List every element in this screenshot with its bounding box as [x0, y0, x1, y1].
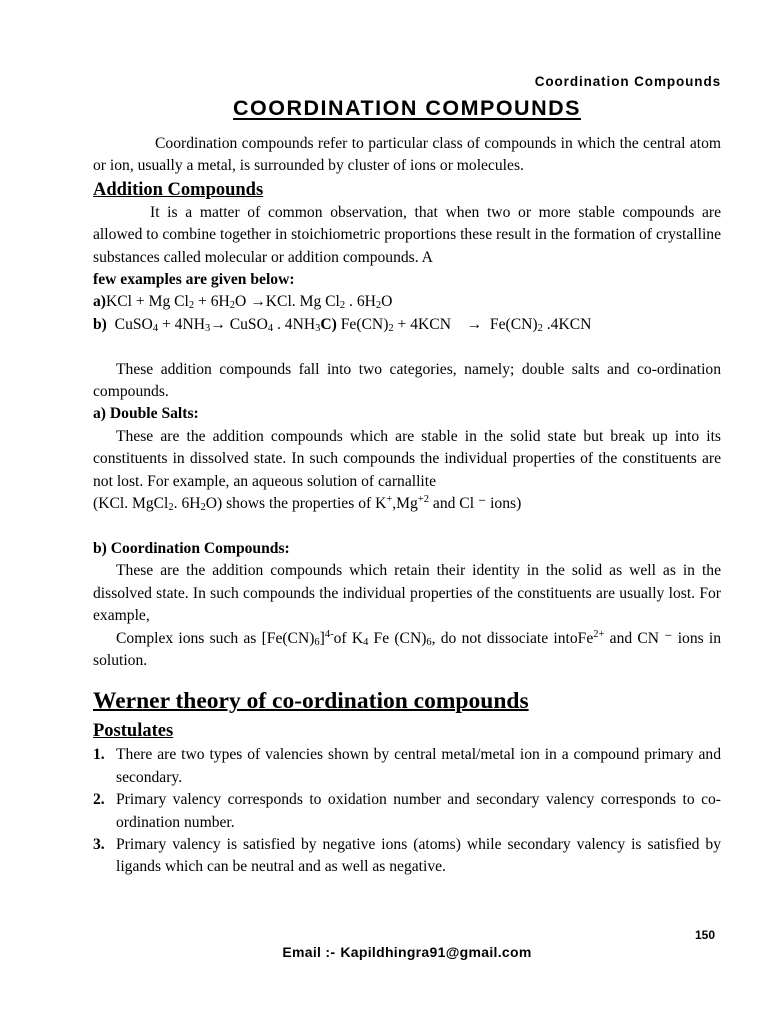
eq-text: O) shows the properties of K [205, 495, 387, 513]
document-body [93, 133, 721, 879]
list-item [93, 789, 721, 834]
eq-sub: 2 [200, 502, 206, 514]
eq-text: O →KCl. Mg Cl [235, 293, 340, 311]
eq-text: Fe(CN) [336, 315, 389, 333]
eq-text: ,Mg [392, 495, 418, 513]
list-number: 1. [93, 746, 105, 764]
eq-sup: +2 [417, 494, 429, 506]
eq-text: . 6H [173, 495, 201, 513]
eq-sub: 6 [426, 636, 432, 648]
eq-text: . 4NH [273, 315, 316, 333]
eq-text: ⁻ [664, 629, 673, 647]
eq-text: . 6H [345, 293, 376, 311]
eq-sub: 2 [375, 300, 382, 312]
eq-sub: 2 [229, 300, 236, 312]
spacer [93, 336, 721, 358]
eq-text: → CuSO [210, 315, 268, 333]
eq-sub: 4 [363, 636, 369, 648]
eq-text: + 4KCN → Fe(CN) [393, 315, 538, 333]
equation-b-label: b) [93, 315, 107, 333]
list-text: Primary valency corresponds to oxidation number and secondary valency corresponds to co-ordination number. [116, 791, 721, 831]
page-number: 150 [694, 928, 715, 942]
eq-text: and CN [604, 629, 665, 647]
eq-sub: 2 [168, 502, 174, 514]
eq-text: .4KCN [542, 315, 592, 333]
double-salts-paragraph: These are the addition compounds which are stable in the solid state but break up into its constituents in dissolved state. In such compounds the individual properties of the constituents are not lost. For example, an aqueous solution of carnallite [93, 427, 721, 490]
eq-text: KCl + Mg Cl [106, 293, 189, 311]
eq-sub: 3 [204, 322, 211, 334]
eq-text: Complex ions such as [Fe(CN) [116, 629, 315, 647]
list-text: Primary valency is satisfied by negative ions (atoms) while secondary valency is satisfied by ligands which can be neutral and as well as negative. [116, 835, 721, 876]
equation-b [93, 314, 721, 336]
equation-a-label: a) [93, 293, 106, 311]
examples-intro: few examples are given below: [93, 271, 295, 289]
eq-sub: 2 [339, 300, 346, 312]
list-number: 2. [93, 791, 105, 809]
eq-text: ions in solution. [93, 629, 722, 669]
eq-sub: 6 [314, 636, 320, 648]
section-heading-addition: Addition Compounds [93, 179, 264, 200]
categories-paragraph: These addition compounds fall into two categories, namely; double salts and co-ordination compounds. [93, 360, 721, 401]
page-title: COORDINATION COMPOUNDS [233, 96, 581, 120]
eq-sub: 3 [315, 322, 321, 334]
eq-text: + 4NH [158, 315, 205, 333]
email-address: Kapildhingra91@gmail.com [340, 944, 532, 960]
complex-ion-paragraph [93, 628, 721, 673]
eq-text: + 6H [194, 293, 230, 311]
eq-text: ⁻ [477, 495, 487, 513]
eq-text: ions) [486, 495, 522, 513]
eq-text: ] [319, 629, 325, 647]
intro-paragraph: Coordination compounds refer to particular class of compounds in which the central atom or ion, usually a metal, is surrounded by cluster of ions or molecules. [93, 135, 721, 175]
equation-a [93, 291, 721, 313]
carnallite-example [93, 493, 721, 515]
footer-email [93, 944, 721, 960]
eq-sup: + [386, 494, 393, 506]
section-heading-coordination: b) Coordination Compounds: [93, 539, 290, 557]
list-text: There are two types of valencies shown by central metal/metal ion in a compound primary and secondary. [116, 746, 721, 786]
eq-sub: 2 [188, 300, 195, 312]
equation-c-label: C) [320, 315, 337, 333]
eq-text: Fe (CN) [368, 629, 427, 647]
list-item [93, 834, 721, 879]
eq-sub: 2 [388, 322, 394, 334]
eq-text: O [381, 293, 393, 311]
coordination-paragraph: These are the addition compounds which retain their identity in the solid as well as in the dissolved state. In such compounds the individual properties of the constituents are usually lost. For example, [93, 562, 721, 625]
eq-text: (KCl. MgCl [93, 495, 169, 513]
list-item [93, 744, 721, 789]
addition-paragraph: It is a matter of common observation, that when two or more stable compounds are allowed to combine together in stoichiometric proportions these result in the formation of crystalline substances called molecular or addition compounds. A [93, 203, 721, 266]
postulates-heading: Postulates [93, 721, 174, 742]
eq-text: and Cl [429, 495, 478, 513]
section-heading-double-salts: a) Double Salts: [93, 405, 199, 423]
email-label: Email :- [282, 944, 336, 960]
eq-sub: 2 [537, 322, 543, 334]
eq-sup: 2+ [593, 628, 605, 640]
section-heading-werner: Werner theory of co-ordination compounds [93, 688, 529, 715]
running-header: Coordination Compounds [534, 74, 721, 89]
eq-text: , do not dissociate intoFe [431, 629, 594, 647]
list-number: 3. [93, 835, 105, 853]
eq-text: of K [333, 629, 364, 647]
eq-sub: 4 [267, 322, 274, 334]
eq-text: CuSO [106, 315, 153, 333]
eq-sub: 4 [152, 322, 159, 334]
spacer [93, 515, 721, 537]
eq-sup: 4- [324, 628, 334, 640]
postulates-list [93, 744, 721, 878]
